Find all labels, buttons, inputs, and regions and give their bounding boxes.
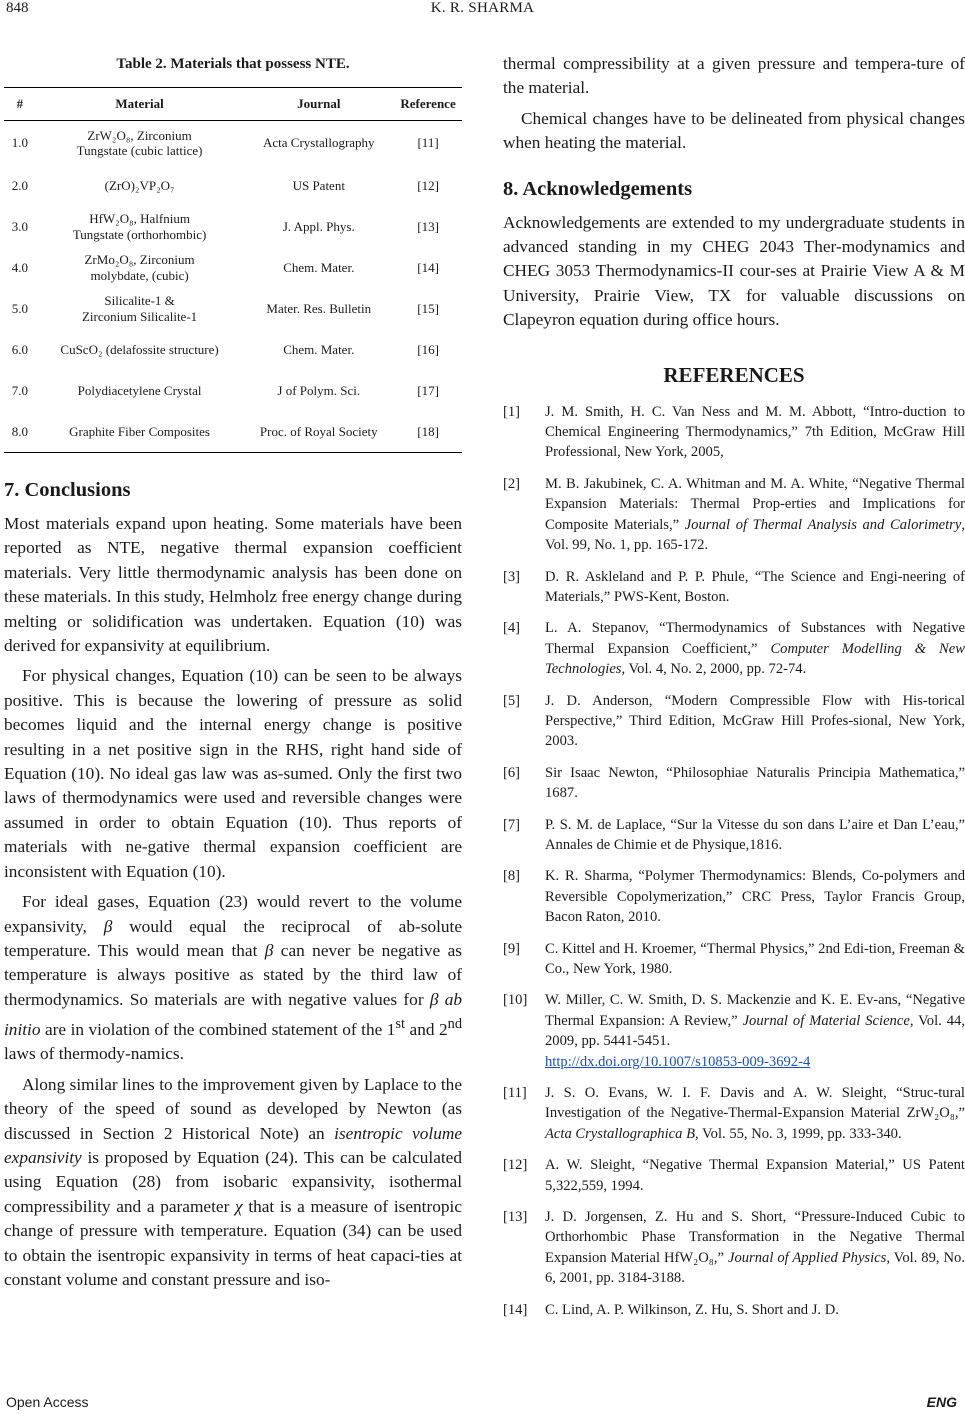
cell-reference: [12] (417, 177, 439, 193)
cell-number: 5.0 (11, 300, 28, 316)
materials-table (4, 87, 462, 453)
reference-text: D. R. Askleland and P. P. Phule, “The Science and Engi-neering of Materials,” PWS-Kent, Boston. (545, 568, 965, 605)
reference-text: K. R. Sharma, “Polymer Thermodynamics: Blends, Co-polymers and Reversible Copolymerization,” CRC Press, Taylor Francis Group, Bacon Raton, 2010. (545, 868, 965, 926)
cell-material: ZrMo₂O₈, Zirconium molybdate, (cubic) (84, 252, 195, 283)
reference-text: A. W. Sleight, “Negative Thermal Expansion Material,” US Patent 5,322,559, 1994. (545, 1157, 965, 1194)
footer-journal: ENG (926, 1394, 957, 1410)
reference-number: [12] (503, 1157, 528, 1174)
reference-text: J. D. Anderson, “Modern Compressible Flow with His-torical Perspective,” Third Edition, McGraw Hill Profes-sional, New York, 2003. (545, 692, 965, 750)
chemical-changes-paragraph: Chemical changes have to be delineated from physical changes when heating the material. (503, 108, 965, 153)
reference-number: [4] (503, 620, 521, 637)
reference-text: Sir Isaac Newton, “Philosophiae Naturalis Principia Mathematica,” 1687. (545, 764, 965, 802)
col-header-journal: Journal (243, 88, 394, 121)
table-body (4, 121, 462, 453)
references-heading: REFERENCES (663, 362, 805, 387)
cell-journal: Proc. of Royal Society (243, 411, 394, 453)
reference-number: [13] (503, 1209, 528, 1226)
cell-reference: [13] (417, 218, 439, 234)
conclusions-paragraph-3: For ideal gases, Equation (23) would revert to the volume expansivity, β would equal the reciprocal of ab-solute temperature. This would mean that β can never be negative as temperature is always positive as stated by the third law of thermodynamics. So materials are with negative values for β ab initio are in violation of the combined statement of the 1st and 2nd laws of thermody-namics. (4, 892, 463, 1064)
reference-text: M. B. Jakubinek, C. A. Whitman and M. A. White, “Negative Thermal Expansion Materials: Thermal Prop-erties and Implications for Composite Materials,” Journal of Thermal Analysis and Calorimetry, Vol. 99, No. 1, pp. 165-172. (545, 475, 965, 554)
table-row (4, 165, 462, 206)
reference-text: P. S. M. de Laplace, “Sur la Vitesse du son dans L’aire et Dan L’eau,” Annales de Chimie et de Physique,1816. (545, 816, 965, 853)
reference-number: [8] (503, 868, 521, 885)
cell-number: 4.0 (11, 259, 28, 275)
beta-symbol: β (103, 916, 113, 936)
right-column (503, 52, 965, 1331)
col-header-material: Material (36, 88, 244, 121)
reference-text: C. Lind, A. P. Wilkinson, Z. Hu, S. Short and J. D. (545, 1301, 839, 1318)
reference-list (503, 402, 965, 1320)
table-row (4, 247, 462, 288)
cell-journal: Mater. Res. Bulletin (266, 300, 372, 316)
cell-journal: J of Polym. Sci. (277, 382, 361, 398)
cell-material: CuScO₂ (delafossite structure) (60, 341, 219, 357)
cell-reference: [15] (417, 300, 439, 316)
reference-text: J. S. O. Evans, W. I. F. Davis and A. W. Sleight, “Struc-tural Investigation of the Negative-Thermal-Expansion Material ZrW₂O₈,” Acta Crystallographica B, Vol. 55, No. 3, 1999, pp. 333-340. (545, 1085, 965, 1142)
cell-reference: [11] (417, 135, 439, 151)
reference-item (503, 763, 965, 804)
cell-material: Silicalite-1 & Zirconium Silicalite-1 (81, 293, 198, 324)
reference-text: L. A. Stepanov, “Thermodynamics of Substances with Negative Thermal Expansion Coefficient,” Computer Modelling & New Technologies, Vol. 4, No. 2, 2000, pp. 72-74. (545, 620, 965, 678)
table-row (4, 121, 462, 166)
reference-item (503, 1155, 965, 1196)
beta-symbol: β (429, 989, 439, 1009)
cell-material: ZrW₂O₈, Zirconium Tungstate (cubic lattice) (76, 127, 203, 158)
reference-item (503, 618, 965, 679)
reference-item (503, 1300, 965, 1320)
reference-number: [2] (503, 475, 521, 492)
reference-number: [7] (503, 816, 521, 833)
cell-number: 1.0 (11, 135, 28, 151)
reference-text: W. Miller, C. W. Smith, D. S. Mackenzie and K. E. Ev-ans, “Negative Thermal Expansion: A Review,” Journal of Material Science, Vol. 44, 2009, pp. 5441-5451. http://dx.doi.org/10.1007/s10853-009-3692-4 (545, 992, 965, 1070)
reference-number: [11] (503, 1085, 527, 1102)
reference-item (503, 990, 965, 1072)
cell-number: 6.0 (11, 341, 28, 357)
reference-item (503, 691, 965, 752)
reference-item (503, 939, 965, 980)
cell-journal: Chem. Mater. (283, 341, 355, 357)
reference-item (503, 1083, 965, 1144)
cell-reference: [16] (417, 341, 439, 357)
continued-paragraph: thermal compressibility at a given pressure and tempera-ture of the material. (503, 54, 965, 98)
table-row (4, 206, 462, 247)
reference-item (503, 474, 965, 556)
reference-text: J. D. Jorgensen, Z. Hu and S. Short, “Pressure-Induced Cubic to Orthorhombic Phase Transformation in the Negative Thermal Expansion Material HfW₂O₈,” Journal of Applied Physics, Vol. 89, No. 6, 2001, pp. 3184-3188. (545, 1209, 965, 1287)
table-row (4, 329, 462, 370)
chi-symbol: χ (235, 1196, 243, 1216)
cell-material: Polydiacetylene Crystal (77, 382, 202, 398)
conclusions-paragraph-1: Most materials expand upon heating. Some materials have been reported as NTE, negative thermal expansion coefficient materials. Very little thermodynamic analysis has been done on these materials. In this study, Helmholz free energy change during melting or solidification was undertaken. Equation (10) was derived for expansivity at equilibrium. (4, 514, 462, 656)
cell-material: Graphite Fiber Composites (36, 411, 244, 453)
cell-journal: Chem. Mater. (283, 259, 355, 275)
cell-material: HfW₂O₈, Halfnium Tungstate (orthorhombic) (72, 211, 207, 242)
page-number: 848 (6, 0, 29, 16)
acknowledgements-heading: 8. Acknowledgements (503, 177, 693, 200)
table-header-row (4, 88, 462, 121)
reference-item (503, 402, 965, 463)
conclusions-paragraph-2: For physical changes, Equation (10) can be seen to be always positive. This is because the lowering of pressure as solid becomes liquid and the internal energy change is positive resulting in a net positive sign in the RHS, right hand side of Equation (10). No ideal gas law was as-sumed. Only the first two laws of thermodynamics were used and reversible changes were assumed in order to obtain Equation (10). Thus reports of materials with ne-gative thermal expansion coefficient are inconsistent with Equation (10). (4, 666, 462, 881)
reference-number: [5] (503, 692, 521, 709)
acknowledgements-paragraph: Acknowledgements are extended to my undergraduate students in advanced standing in my CHEG 2043 Ther-modynamics and CHEG 3053 Thermodynamics-II cour-ses at Prairie View A & M University, Prairie View, TX for valuable discussions on Clapeyron equation during office hours. (503, 212, 965, 330)
cell-journal: Acta Crystallography (262, 135, 375, 151)
table-row (4, 370, 462, 411)
cell-journal: US Patent (292, 177, 345, 193)
reference-number: [6] (503, 764, 521, 781)
doi-link[interactable]: http://dx.doi.org/10.1007/s10853-009-3692-4 (545, 1053, 811, 1070)
reference-number: [10] (503, 992, 528, 1009)
footer-open-access: Open Access (6, 1394, 89, 1410)
reference-number: [9] (503, 940, 521, 957)
table-row (4, 411, 462, 453)
cell-number: 8.0 (4, 411, 36, 453)
reference-item (503, 866, 965, 927)
beta-symbol: β (264, 940, 274, 960)
col-header-number: # (4, 88, 36, 121)
cell-journal: J. Appl. Phys. (282, 218, 355, 234)
conclusions-heading: 7. Conclusions (4, 479, 131, 501)
col-header-reference: Reference (394, 88, 462, 121)
left-column (4, 56, 462, 1292)
cell-reference: [14] (417, 259, 439, 275)
cell-reference: [17] (417, 382, 439, 398)
cell-material: (ZrO)₂VP₂O₇ (104, 177, 175, 193)
cell-number: 2.0 (11, 177, 28, 193)
cell-number: 3.0 (11, 218, 28, 234)
reference-item (503, 567, 965, 608)
reference-text: C. Kittel and H. Kroemer, “Thermal Physics,” 2nd Edi-tion, Freeman & Co., New York, 1980. (545, 940, 965, 977)
reference-item (503, 1207, 965, 1289)
reference-number: [1] (503, 403, 521, 420)
reference-item (503, 815, 965, 856)
table-caption: Table 2. Materials that possess NTE. (116, 56, 350, 72)
cell-number: 7.0 (11, 382, 28, 398)
running-header-author: K. R. SHARMA (430, 0, 535, 16)
cell-reference: [18] (394, 411, 462, 453)
table-row (4, 288, 462, 329)
reference-number: [14] (503, 1301, 528, 1318)
reference-number: [3] (503, 568, 521, 585)
conclusions-paragraph-4: Along similar lines to the improvement given by Laplace to the theory of the speed of sound as developed by Newton (as discussed in Section 2 Historical Note) an isentropic volume expansivity is proposed by Equation (24). This can be calculated using Equation (28) from isobaric expansivity, isothermal compressibility and a parameter χ that is a measure of isentropic change of pressure with temperature. Equation (34) can be used to obtain the isentropic expansivity in terms of heat capaci-ties at constant volume and constant pressure and iso- (4, 1074, 462, 1289)
reference-text: J. M. Smith, H. C. Van Ness and M. M. Abbott, “Intro-duction to Chemical Engineering Thermodynamics,” 7th Edition, McGraw Hill Professional, New York, 2005, (545, 403, 965, 461)
